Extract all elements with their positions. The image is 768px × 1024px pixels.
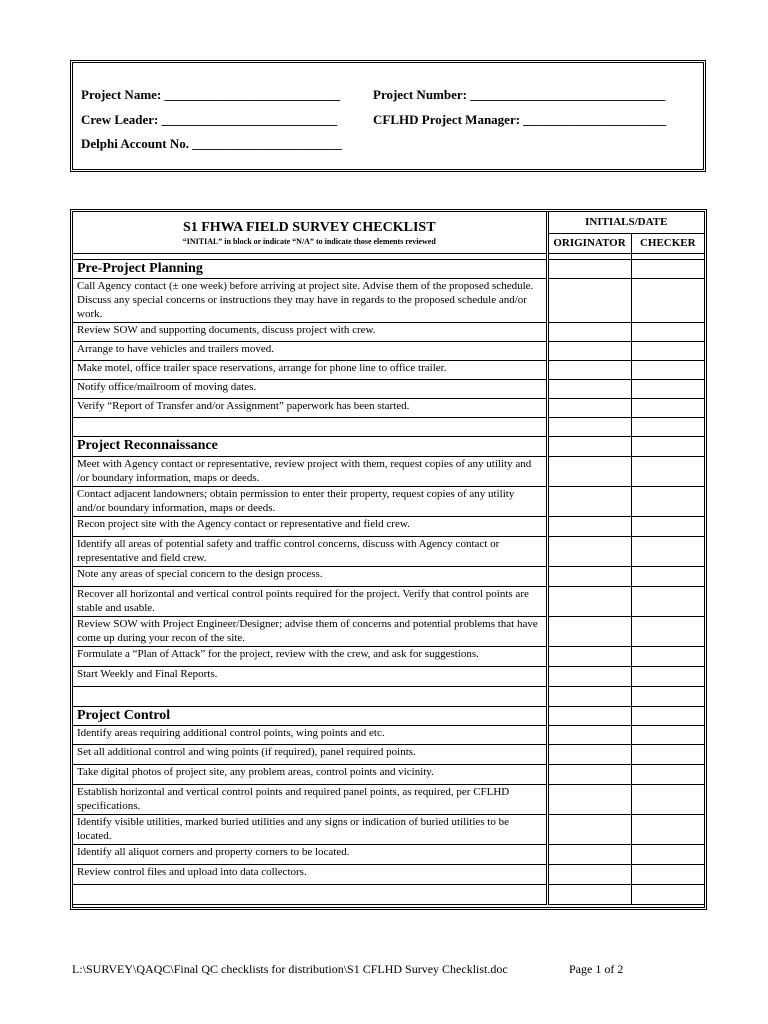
project-name-field[interactable]: Project Name: ___________________________ xyxy=(81,87,340,102)
checker-cell[interactable] xyxy=(631,456,704,486)
checklist-item: Identify all aliquot corners and property corners to be located. xyxy=(73,844,547,864)
checklist-item: Establish horizontal and vertical control points and required panel points, as required, per CFLHD specifications. xyxy=(73,784,547,814)
originator-cell[interactable] xyxy=(547,725,631,744)
delphi-account-field[interactable]: Delphi Account No. _______________________ xyxy=(81,136,342,151)
checker-cell[interactable] xyxy=(631,278,704,322)
checker-cell[interactable] xyxy=(631,341,704,360)
section-title-project-reconnaissance: Project Reconnaissance xyxy=(73,436,547,456)
checker-cell[interactable] xyxy=(631,725,704,744)
checklist-item: Recon project site with the Agency contact or representative and field crew. xyxy=(73,516,547,536)
originator-cell[interactable] xyxy=(547,686,631,706)
footer-page-number: Page 1 of 2 xyxy=(569,962,624,976)
originator-cell[interactable] xyxy=(547,764,631,784)
checklist-item: Set all additional control and wing points (if required), panel required points. xyxy=(73,744,547,764)
checker-cell[interactable] xyxy=(631,814,704,844)
originator-cell[interactable] xyxy=(547,666,631,686)
originator-cell[interactable] xyxy=(547,259,631,278)
originator-cell[interactable] xyxy=(547,706,631,725)
checker-cell[interactable] xyxy=(631,706,704,725)
originator-cell[interactable] xyxy=(547,536,631,566)
originator-cell[interactable] xyxy=(547,278,631,322)
originator-cell[interactable] xyxy=(547,616,631,646)
checker-cell[interactable] xyxy=(631,436,704,456)
checker-cell[interactable] xyxy=(631,516,704,536)
originator-cell[interactable] xyxy=(547,784,631,814)
checklist-item: Review SOW with Project Engineer/Designer; advise them of concerns and potential problems that have come up during your recon of the site. xyxy=(73,616,547,646)
originator-header: ORIGINATOR xyxy=(547,233,631,253)
blank-row xyxy=(73,417,547,436)
section-title-project-control: Project Control xyxy=(73,706,547,725)
checklist-item: Arrange to have vehicles and trailers moved. xyxy=(73,341,547,360)
checker-cell[interactable] xyxy=(631,259,704,278)
originator-cell[interactable] xyxy=(547,417,631,436)
checklist-item: Recover all horizontal and vertical control points required for the project. Verify that control points are stable and usable. xyxy=(73,586,547,616)
checklist-item: Verify “Report of Transfer and/or Assignment” paperwork has been started. xyxy=(73,398,547,417)
checklist-item: Note any areas of special concern to the design process. xyxy=(73,566,547,586)
originator-cell[interactable] xyxy=(547,360,631,379)
checker-cell[interactable] xyxy=(631,744,704,764)
section-title-pre-project-planning: Pre-Project Planning xyxy=(73,259,547,278)
originator-cell[interactable] xyxy=(547,516,631,536)
checker-cell[interactable] xyxy=(631,646,704,666)
checker-cell[interactable] xyxy=(631,666,704,686)
checklist-item: Make motel, office trailer space reservations, arrange for phone line to office trailer. xyxy=(73,360,547,379)
originator-cell[interactable] xyxy=(547,586,631,616)
checklist-item: Identify areas requiring additional control points, wing points and etc. xyxy=(73,725,547,744)
blank-row xyxy=(73,686,547,706)
originator-cell[interactable] xyxy=(547,646,631,666)
originator-cell[interactable] xyxy=(547,322,631,341)
originator-cell[interactable] xyxy=(547,398,631,417)
checker-cell[interactable] xyxy=(631,864,704,884)
checker-cell[interactable] xyxy=(631,844,704,864)
checklist-item: Meet with Agency contact or representative, review project with them, request copies of any utility and /or boundary information, maps or deeds. xyxy=(73,456,547,486)
originator-cell[interactable] xyxy=(547,456,631,486)
checker-cell[interactable] xyxy=(631,322,704,341)
checker-cell[interactable] xyxy=(631,586,704,616)
checklist-item: Identify visible utilities, marked buried utilities and any signs or indication of buried utilities to be located. xyxy=(73,814,547,844)
checklist-item: Notify office/mailroom of moving dates. xyxy=(73,379,547,398)
checker-cell[interactable] xyxy=(631,784,704,814)
initials-date-header: INITIALS/DATE xyxy=(547,212,704,233)
checker-cell[interactable] xyxy=(631,686,704,706)
checker-cell[interactable] xyxy=(631,398,704,417)
originator-cell[interactable] xyxy=(547,864,631,884)
footer-file-path: L:\SURVEY\QAQC\Final QC checklists for distribution\S1 CFLHD Survey Checklist.doc xyxy=(72,962,508,976)
checker-cell[interactable] xyxy=(631,884,704,904)
checklist-subtitle: “INITIAL” in block or indicate “N/A” to indicate those elements reviewed xyxy=(182,237,436,247)
originator-cell[interactable] xyxy=(547,436,631,456)
originator-cell[interactable] xyxy=(547,884,631,904)
cflhd-project-manager-field[interactable]: CFLHD Project Manager: ______________________ xyxy=(373,112,667,127)
checklist-item: Start Weekly and Final Reports. xyxy=(73,666,547,686)
checker-cell[interactable] xyxy=(631,360,704,379)
checklist-title-cell xyxy=(73,212,547,253)
checker-cell[interactable] xyxy=(631,566,704,586)
checklist-item: Identify all areas of potential safety and traffic control concerns, discuss with Agency contact or representative and field crew. xyxy=(73,536,547,566)
checker-cell[interactable] xyxy=(631,417,704,436)
checklist-table xyxy=(73,212,704,905)
checker-cell[interactable] xyxy=(631,616,704,646)
project-info-box xyxy=(70,60,706,172)
originator-cell[interactable] xyxy=(547,486,631,516)
checker-header: CHECKER xyxy=(631,233,704,253)
checker-cell[interactable] xyxy=(631,379,704,398)
checklist-item: Take digital photos of project site, any problem areas, control points and vicinity. xyxy=(73,764,547,784)
checklist-item: Call Agency contact (± one week) before arriving at project site. Advise them of the proposed schedule. Discuss any special concerns or instructions they may have in regards to the proposed schedule and/or work. xyxy=(73,278,547,322)
originator-cell[interactable] xyxy=(547,379,631,398)
originator-cell[interactable] xyxy=(547,744,631,764)
project-number-field[interactable]: Project Number: ______________________________ xyxy=(373,87,666,102)
originator-cell[interactable] xyxy=(547,341,631,360)
checklist-item: Formulate a “Plan of Attack” for the project, review with the crew, and ask for suggestions. xyxy=(73,646,547,666)
originator-cell[interactable] xyxy=(547,566,631,586)
checklist-item: Review control files and upload into data collectors. xyxy=(73,864,547,884)
originator-cell[interactable] xyxy=(547,814,631,844)
checklist-item: Contact adjacent landowners; obtain permission to enter their property, request copies of any utility and/or boundary information, maps or deeds. xyxy=(73,486,547,516)
checker-cell[interactable] xyxy=(631,486,704,516)
originator-cell[interactable] xyxy=(547,844,631,864)
checklist-table-box xyxy=(70,209,707,910)
checklist-item: Review SOW and supporting documents, discuss project with crew. xyxy=(73,322,547,341)
checker-cell[interactable] xyxy=(631,536,704,566)
blank-row xyxy=(73,884,547,904)
crew-leader-field[interactable]: Crew Leader: ___________________________ xyxy=(81,112,338,127)
checklist-title: S1 FHWA FIELD SURVEY CHECKLIST xyxy=(182,220,436,236)
checker-cell[interactable] xyxy=(631,764,704,784)
